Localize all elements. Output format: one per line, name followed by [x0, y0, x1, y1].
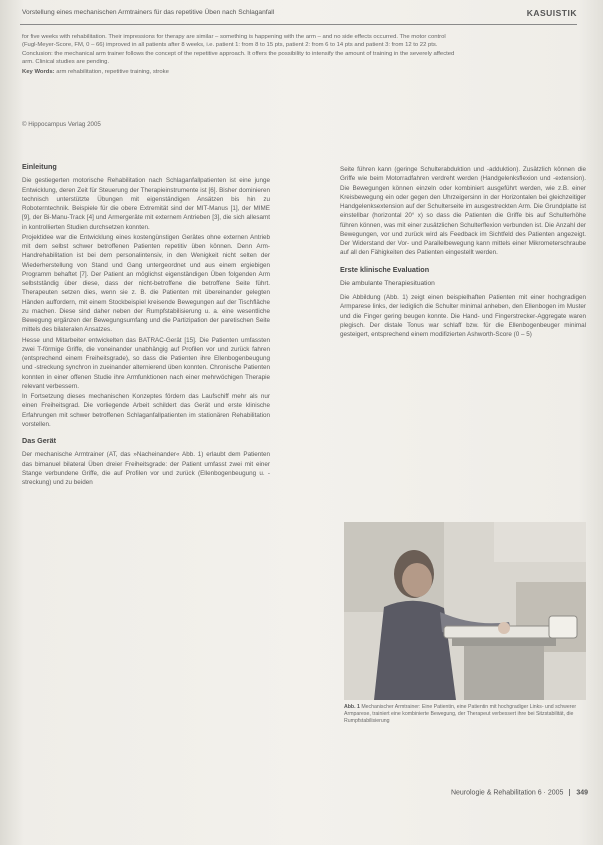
- abstract-conclusion: Conclusion: the mechanical arm trainer follows the concept of the repetitive approach. It offers the possibility to intensify the amount of training in the severely affected arm. Clinical studies are pending.: [22, 50, 455, 66]
- figure-photo-arm-trainer: [344, 522, 586, 700]
- intro-paragraph-1: Die gestiegerten motorische Rehabilitation nach Schlaganfallpatienten ist eine junge Entwicklung, deren Zeit für Steuerung der Therapieinstrumente ist [6]. Bisher dominieren technisch unterstützte Übungen mit eigenständigen Ansätzen bis hin zu Roboterntechnik. Beispiele für die obere Extremität sind der MIT-Manus [1], der MIME [9], der Bi-Manu-Track [4] und Armergeräte mit externem Antrieben [3], die sich allesamt in kontrollierten Studien durchsetzen konnten.: [22, 177, 270, 231]
- heading-klinische-evaluation: Erste klinische Evaluation: [340, 264, 430, 274]
- keywords-label: Key Words:: [22, 68, 55, 75]
- figure-caption-label: Abb. 1: [344, 704, 360, 710]
- intro-paragraph-2: Projektidee war die Entwicklung eines kostengünstigen Gerätes ohne externen Antrieb mit dem selbst schwer betroffenen Patienten repetitiv üben können. Denn Arm-Handrehabilitation ist bei dem personalintensiv, in den Wenigkeit nicht selten der Wiederherstellung von Stand und Gang untergeordnet und aus einem ergiebigen Programm behaftet [7]. Der Patient an möglichst eigenständigen Üben folgenden Arm selbstständig über diese, dass der nicht-betroffene die betroffene Seite führt. Therapeuten setzen dies, wenn sie z. B. die Patienten mit übereinander gelegten Händen auffordern, mit einem Stockbeispiel kreisende Bewegungen auf der Tischfläche zu machen. Diese sind daher neben der Rumpfstabilisierung u. a. eine wesentliche Bewegung ergänzen der Bewegungsumfang und die Partizipation der paretischen Seite mittels des bilateralen Ansatzes.: [22, 233, 270, 334]
- arm-trainer-photo-illustration: [344, 522, 586, 700]
- english-abstract: [22, 33, 460, 76]
- heading-einleitung: Einleitung: [22, 162, 57, 171]
- heading-das-geraet: Das Gerät: [22, 436, 56, 445]
- device-paragraph-continued: Seite führen kann (geringe Schulterabduktion und -adduktion). Zusätzlich können die Griffe wie beim Motorradfahren verdreht werden (Handgelenksflexion und -extension). Die Bewegungen können einzeln oder kombiniert ausgeführt werden, wie z.B. einer Kreisbewegung ein oder gegen den Uhrzeigersinn in der Horizontalen bei gleichzeitiger Handgelenksextension auf der Schulterseite im ausgestreckten Arm. Die Grundplatte ist einstellbar (horizontal 20° x) so dass die Patienten die Griffe bis auf Schulterhöhe führen können, was mit einer zusätzlichen Schulterflexion verbunden ist. Die Anzahl der Bewegungen, vor und zurück wird als Feedback im Sichtfeld des Patienten angezeigt. Der Widerstand der Vor- und Parallelbewegung kann mittels einer Mikrometerschraube auf all den Fähigkeiten des Patienten eingestellt werden.: [340, 166, 586, 257]
- copyright-line: © Hippocampus Verlag 2005: [22, 121, 101, 128]
- page-footer: [378, 789, 588, 796]
- right-text-column: [340, 165, 586, 340]
- device-paragraph: Der mechanische Armtrainer (AT, das »Nacheinander« Abb. 1) erlaubt dem Patienten das bimanuel bilateral Üben dreier Freiheitsgrade: der Patient umfasst zwei mit einer Stange verbundene Griffe, die auf Profilen vor und zurück (Ellenbogenbeugung u. -streckung) und zu beiden: [22, 451, 270, 486]
- figure-caption: [344, 704, 586, 726]
- evaluation-paragraph: Die Abbildung (Abb. 1) zeigt einen beispielhaften Patienten mit einer hochgradigen Armparese links, der lediglich die Schulter minimal anheben, den Ellenbogen im Muster und die Finger gering beugen konnte. Die Hand- und Fingerstrecker-Aggregate waren plegisch. Der distale Tonus war schlaff bzw. für die Ellenbogenbeuger minimal gesteigert, entsprechend einem modifizierten Ashworth-Score (0 – 5): [340, 294, 586, 338]
- journal-name: Neurologie & Rehabilitation 6 · 2005: [450, 789, 564, 797]
- abstract-keywords: [22, 68, 460, 76]
- abstract-results: for five weeks with rehabilitation. Their impressions for therapy are similar – something is happening with the arm – and no side effects occurred. The motor control (Fugl-Meyer-Score, FM, 0 – 66) improved in all patients after 8 weeks, i.e. patient 1: from 8 to 15 pts, patient 2: from 6 to 14 pts and patient 3: from 12 to 22 pts.: [22, 34, 446, 49]
- figure-caption-text: Mechanischer Armtrainer: Eine Patientin, eine Patientin mit hochgradiger Links- und schwerer Armparese, trainiert eine kombinierte Bewegung, der Therapeut verbessert ihre bei Sitzstabilität, die Rumpfstabilisierung: [344, 704, 577, 725]
- page-number: 349: [576, 789, 588, 797]
- section-label: KASUISTIK: [526, 8, 577, 18]
- subheading-therapiesituation: Die ambulante Therapiesituation: [340, 279, 435, 287]
- left-text-column: [22, 162, 270, 488]
- running-header-title: Vorstellung eines mechanischen Armtrainers für das repetitive Üben nach Schlaganfall: [22, 9, 275, 16]
- intro-paragraph-4: In Fortsetzung dieses mechanischen Konzeptes fördern das Laufschiff mehr als nur einen Freiheitsgrad. Die vorliegende Arbeit schildert das Gerät und erste klinische Erfahrungen mit schwer betroffenen Schlaganfallpatienten im stationären Rehabilitation vorstellen.: [22, 393, 270, 428]
- running-header: [20, 8, 577, 25]
- keywords-text: arm rehabilitation, repetitive training, stroke: [56, 68, 169, 75]
- intro-paragraph-3: Hesse und Mitarbeiter entwickelten das BATRAC-Gerät [15]. Die Patienten umfassten zwei T-förmige Griffe, die voneinander unabhängig auf Profilen vor und zurück fahren (entsprechend einem Freiheitsgrade), so dass die Patienten ihre Ellenbogenbeugung und -streckung synchron in zueinander alternierend üben konnten. Chronische Patienten konnten in einer offenen Studie ihre Armfunktionen nach einer mehrwöchigen Therapie relevant verbessern.: [22, 336, 270, 390]
